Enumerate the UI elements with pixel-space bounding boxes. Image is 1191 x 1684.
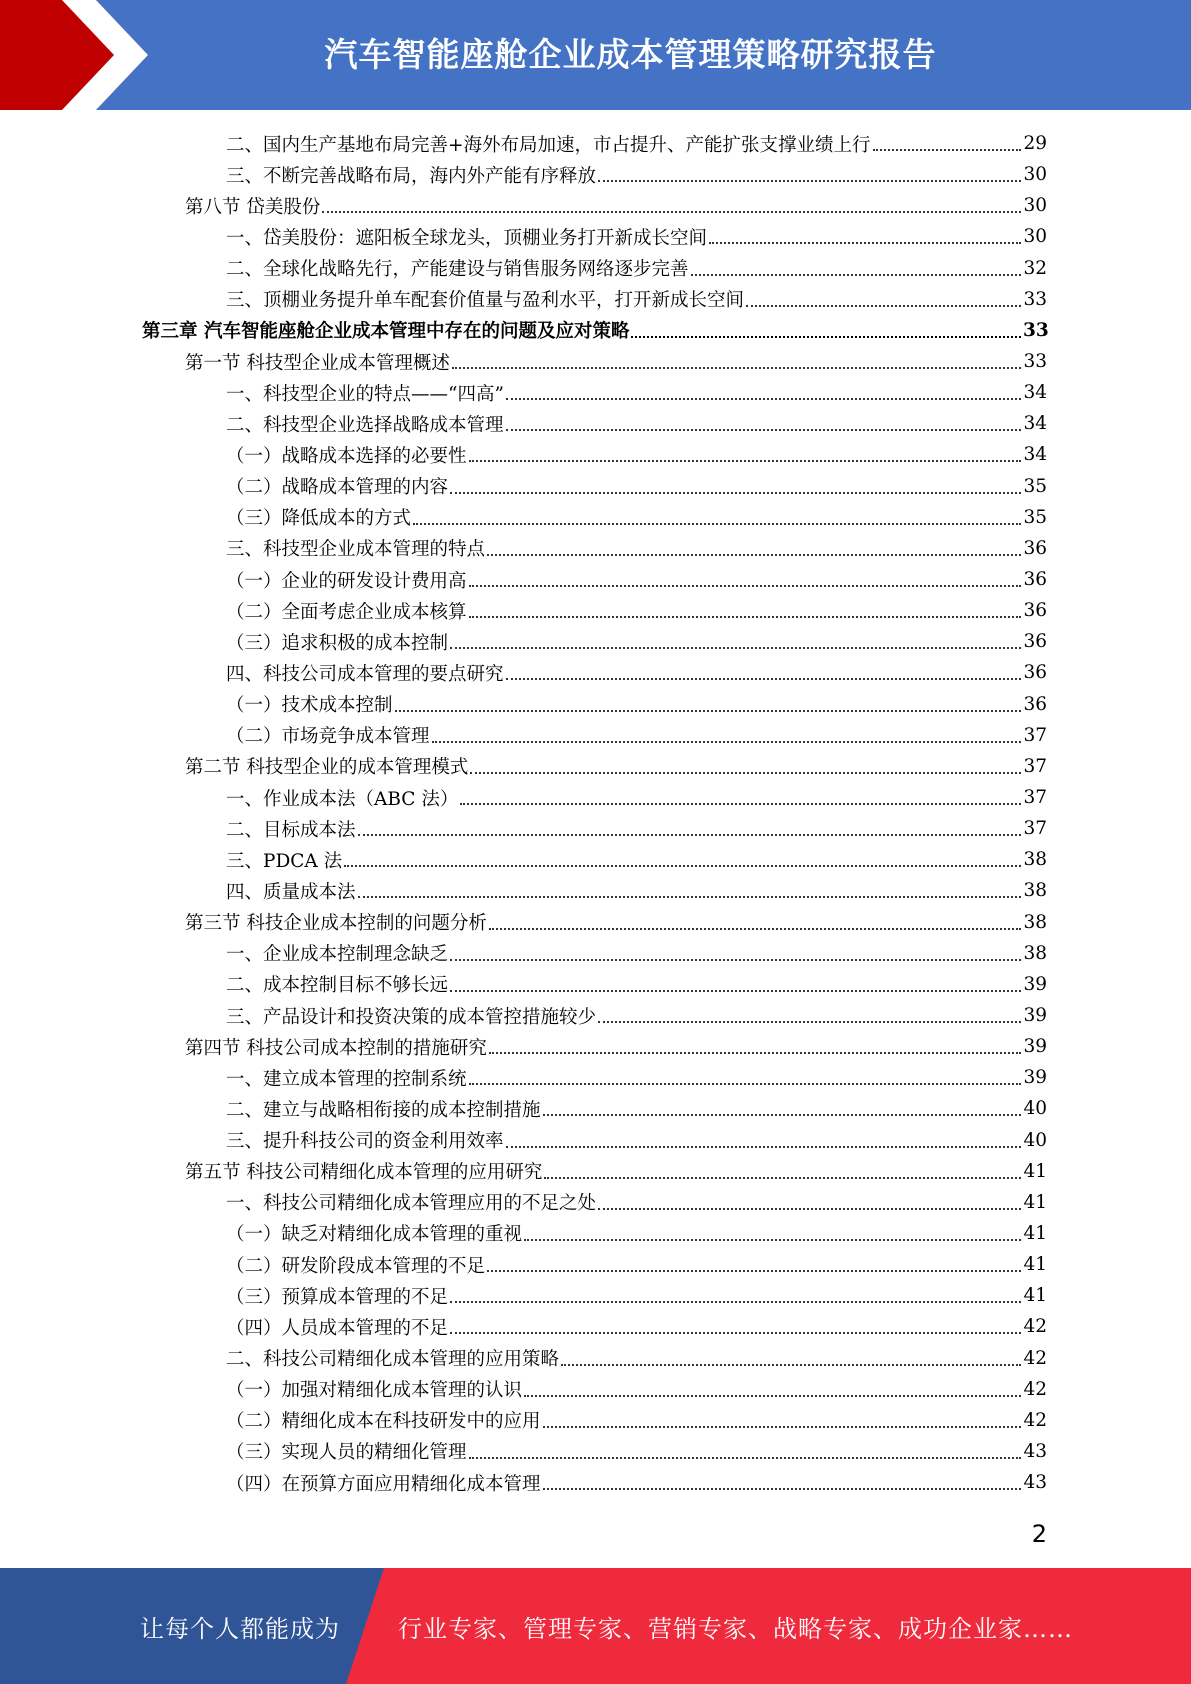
toc-subsection-entry[interactable] [0,1187,1191,1218]
page-number: 2 [1031,1520,1047,1548]
toc-subsection-entry[interactable] [0,1467,1191,1498]
toc-section-entry[interactable] [0,751,1191,782]
toc-entry-title: 三、PDCA 法 [226,850,343,872]
footer-slogan-right: 行业专家、管理专家、营销专家、战略专家、成功企业家…… [398,1614,1073,1643]
toc-page-number: 41 [1023,1160,1047,1182]
toc-entry-title: 二、建立与战略相衔接的成本控制措施 [226,1099,541,1121]
toc-subsection-entry[interactable] [0,844,1191,875]
toc-entry-title: 二、目标成本法 [226,819,356,841]
toc-entry-title: 一、企业成本控制理念缺乏 [226,944,449,966]
toc-subsection-entry[interactable] [0,502,1191,533]
footer-slogan-left: 让每个人都能成为 [140,1614,340,1643]
toc-dot-leader [358,895,1021,898]
toc-page-number: 37 [1023,755,1047,777]
toc-dot-leader [487,1269,1021,1272]
toc-subsection-entry[interactable] [0,408,1191,439]
toc-subsection-entry[interactable] [0,1062,1191,1093]
toc-entry-title: 三、不断完善战略布局，海内外产能有序释放 [226,165,597,187]
toc-dot-leader [506,1145,1021,1148]
toc-subsection-entry[interactable] [0,875,1191,906]
toc-subsection-entry[interactable] [0,1405,1191,1436]
toc-entry-title: 第三节 科技企业成本控制的问题分析 [185,913,487,935]
toc-section-entry[interactable] [0,190,1191,221]
toc-page-number: 36 [1023,693,1047,715]
toc-page-number: 42 [1023,1347,1047,1369]
toc-page-number: 40 [1023,1129,1047,1151]
toc-dot-leader [561,1363,1021,1366]
toc-entry-title: 第四节 科技公司成本控制的措施研究 [185,1037,487,1059]
toc-dot-leader [322,210,1021,213]
toc-page-number: 36 [1023,569,1047,591]
toc-dot-leader [598,179,1021,182]
toc-entry-title: （二）全面考虑企业成本核算 [226,601,467,623]
toc-subsection-entry[interactable] [0,626,1191,657]
table-of-contents [0,128,1191,1498]
toc-dot-leader [450,989,1021,992]
toc-dot-leader [450,1331,1021,1334]
toc-entry-title: （二）精细化成本在科技研发中的应用 [226,1411,541,1433]
toc-dot-leader [524,1238,1021,1241]
toc-dot-leader [598,1020,1021,1023]
toc-entry-title: 第八节 岱美股份 [185,196,321,218]
toc-subsection-entry[interactable] [0,1436,1191,1467]
toc-subsection-entry[interactable] [0,284,1191,315]
toc-entry-title: 一、岱美股份：遮阳板全球龙头，顶棚业务打开新成长空间 [226,227,708,249]
toc-page-number: 41 [1023,1285,1047,1307]
toc-entry-title: 一、建立成本管理的控制系统 [226,1068,467,1090]
toc-entry-title: 二、全球化战略先行，产能建设与销售服务网络逐步完善 [226,259,689,281]
toc-subsection-entry[interactable] [0,1280,1191,1311]
toc-entry-title: 二、成本控制目标不够长远 [226,975,449,997]
toc-subsection-entry[interactable] [0,439,1191,470]
toc-page-number: 30 [1023,226,1047,248]
toc-entry-title: 四、科技公司成本管理的要点研究 [226,663,504,685]
toc-page-number: 30 [1023,195,1047,217]
toc-entry-title: （二）战略成本管理的内容 [226,477,449,499]
toc-entry-title: （一）技术成本控制 [226,695,393,717]
toc-entry-title: （四）人员成本管理的不足 [226,1317,449,1339]
toc-page-number: 41 [1023,1191,1047,1213]
toc-subsection-entry[interactable] [0,377,1191,408]
toc-dot-leader [631,335,1021,338]
toc-entry-title: 二、科技型企业选择战略成本管理 [226,414,504,436]
toc-page-number: 32 [1023,257,1047,279]
toc-entry-title: （一）缺乏对精细化成本管理的重视 [226,1224,523,1246]
toc-page-number: 36 [1023,631,1047,653]
toc-page-number: 37 [1023,787,1047,809]
toc-page-number: 29 [1023,133,1047,155]
toc-page-number: 36 [1023,600,1047,622]
toc-entry-title: 一、科技型企业的特点——“四高” [226,383,504,405]
toc-subsection-entry[interactable] [0,1311,1191,1342]
toc-dot-leader [543,1113,1021,1116]
report-title: 汽车智能座舱企业成本管理策略研究报告 [324,34,937,74]
toc-entry-title: 四、质量成本法 [226,881,356,903]
toc-subsection-entry[interactable] [0,128,1191,159]
toc-page-number: 34 [1023,413,1047,435]
toc-subsection-entry[interactable] [0,564,1191,595]
toc-subsection-entry[interactable] [0,253,1191,284]
toc-page-number: 41 [1023,1222,1047,1244]
toc-section-entry[interactable] [0,1156,1191,1187]
toc-subsection-entry[interactable] [0,1093,1191,1124]
toc-dot-leader [452,366,1021,369]
toc-entry-title: （三）实现人员的精细化管理 [226,1442,467,1464]
toc-entry-title: 三、产品设计和投资决策的成本管控措施较少 [226,1006,597,1028]
toc-page-number: 39 [1023,1067,1047,1089]
toc-page-number: 35 [1023,475,1047,497]
toc-page-number: 33 [1023,288,1047,310]
toc-page-number: 43 [1023,1440,1047,1462]
toc-page-number: 33 [1023,351,1047,373]
toc-page-number: 41 [1023,1254,1047,1276]
toc-entry-title: 一、作业成本法（ABC 法） [226,788,459,810]
toc-dot-leader [524,1394,1021,1397]
toc-page-number: 35 [1023,506,1047,528]
toc-dot-leader [460,802,1021,805]
toc-dot-leader [395,709,1021,712]
toc-dot-leader [487,553,1021,556]
toc-subsection-entry[interactable] [0,1000,1191,1031]
toc-page-number: 42 [1023,1378,1047,1400]
toc-page-number: 43 [1023,1472,1047,1494]
toc-subsection-entry[interactable] [0,595,1191,626]
toc-entry-title: 二、国内生产基地布局完善+海外布局加速，市占提升、产能扩张支撑业绩上行 [226,134,871,156]
toc-dot-leader [469,1456,1021,1459]
toc-subsection-entry[interactable] [0,782,1191,813]
toc-page-number: 42 [1023,1409,1047,1431]
toc-subsection-entry[interactable] [0,689,1191,720]
toc-entry-title: （四）在预算方面应用精细化成本管理 [226,1473,541,1495]
toc-dot-leader [489,1051,1021,1054]
toc-dot-leader [450,491,1021,494]
toc-page-number: 40 [1023,1098,1047,1120]
toc-page-number: 38 [1023,911,1047,933]
toc-dot-leader [344,864,1021,867]
toc-page-number: 33 [1023,319,1049,341]
toc-entry-title: （三）降低成本的方式 [226,508,412,530]
toc-entry-title: （一）加强对精细化成本管理的认识 [226,1380,523,1402]
toc-section-entry[interactable] [0,907,1191,938]
toc-dot-leader [432,740,1021,743]
toc-entry-title: 一、科技公司精细化成本管理应用的不足之处 [226,1193,597,1215]
toc-page-number: 42 [1023,1316,1047,1338]
toc-dot-leader [469,459,1021,462]
toc-page-number: 39 [1023,1005,1047,1026]
page-header [0,0,1191,110]
toc-subsection-entry[interactable] [0,1374,1191,1405]
toc-dot-leader [469,615,1021,618]
toc-page-number: 34 [1023,444,1047,466]
toc-subsection-entry[interactable] [0,159,1191,190]
toc-dot-leader [544,1176,1021,1179]
toc-dot-leader [450,1300,1021,1303]
toc-dot-leader [469,584,1021,587]
toc-dot-leader [709,241,1021,244]
toc-section-entry[interactable] [0,346,1191,377]
page-footer [0,1568,1191,1684]
toc-subsection-entry[interactable] [0,1125,1191,1156]
toc-page-number: 30 [1023,164,1047,186]
toc-entry-title: 三、顶棚业务提升单车配套价值量与盈利水平，打开新成长空间 [226,290,745,312]
toc-subsection-entry[interactable] [0,813,1191,844]
toc-dot-leader [543,1425,1021,1428]
toc-section-entry[interactable] [0,1031,1191,1062]
toc-subsection-entry[interactable] [0,720,1191,751]
toc-dot-leader [413,522,1021,525]
toc-dot-leader [506,397,1021,400]
toc-page-number: 37 [1023,724,1047,746]
toc-entry-title: 第一节 科技型企业成本管理概述 [185,352,450,374]
toc-chapter-entry[interactable] [0,315,1191,346]
toc-entry-title: 第五节 科技公司精细化成本管理的应用研究 [185,1162,543,1184]
toc-dot-leader [746,304,1021,307]
toc-entry-title: 三、科技型企业成本管理的特点 [226,539,486,561]
toc-dot-leader [691,273,1021,276]
toc-dot-leader [450,958,1021,961]
toc-subsection-entry[interactable] [0,1218,1191,1249]
toc-page-number: 36 [1023,537,1047,559]
toc-subsection-entry[interactable] [0,533,1191,564]
toc-page-number: 37 [1023,818,1047,840]
toc-page-number: 36 [1023,662,1047,684]
toc-entry-title: 二、科技公司精细化成本管理的应用策略 [226,1349,560,1371]
toc-dot-leader [469,1082,1021,1085]
toc-dot-leader [450,646,1021,649]
toc-dot-leader [598,1207,1021,1210]
toc-page-number: 38 [1023,849,1047,871]
toc-entry-title: （二）市场竞争成本管理 [226,726,430,748]
toc-subsection-entry[interactable] [0,969,1191,1000]
toc-entry-title: 第三章 汽车智能座舱企业成本管理中存在的问题及应对策略 [142,321,630,343]
toc-dot-leader [470,771,1021,774]
toc-entry-title: （二）研发阶段成本管理的不足 [226,1255,486,1277]
toc-subsection-entry[interactable] [0,657,1191,688]
toc-page-number: 34 [1023,382,1047,404]
toc-entry-title: （一）企业的研发设计费用高 [226,570,467,592]
toc-entry-title: 三、提升科技公司的资金利用效率 [226,1131,504,1153]
toc-page-number: 38 [1023,942,1047,964]
toc-dot-leader [506,428,1021,431]
toc-subsection-entry[interactable] [0,1342,1191,1373]
toc-subsection-entry[interactable] [0,938,1191,969]
toc-entry-title: 第二节 科技型企业的成本管理模式 [185,757,469,779]
toc-dot-leader [489,927,1021,930]
toc-page-number: 39 [1023,1036,1047,1058]
toc-dot-leader [358,833,1021,836]
toc-subsection-entry[interactable] [0,221,1191,252]
toc-dot-leader [506,677,1021,680]
toc-page-number: 39 [1023,973,1047,995]
toc-dot-leader [543,1487,1021,1490]
toc-subsection-entry[interactable] [0,471,1191,502]
toc-entry-title: （一）战略成本选择的必要性 [226,445,467,467]
toc-page-number: 38 [1023,880,1047,902]
header-red-chevron [0,0,150,110]
toc-subsection-entry[interactable] [0,1249,1191,1280]
toc-entry-title: （三）追求积极的成本控制 [226,632,449,654]
toc-entry-title: （三）预算成本管理的不足 [226,1286,449,1308]
toc-dot-leader [873,148,1021,151]
